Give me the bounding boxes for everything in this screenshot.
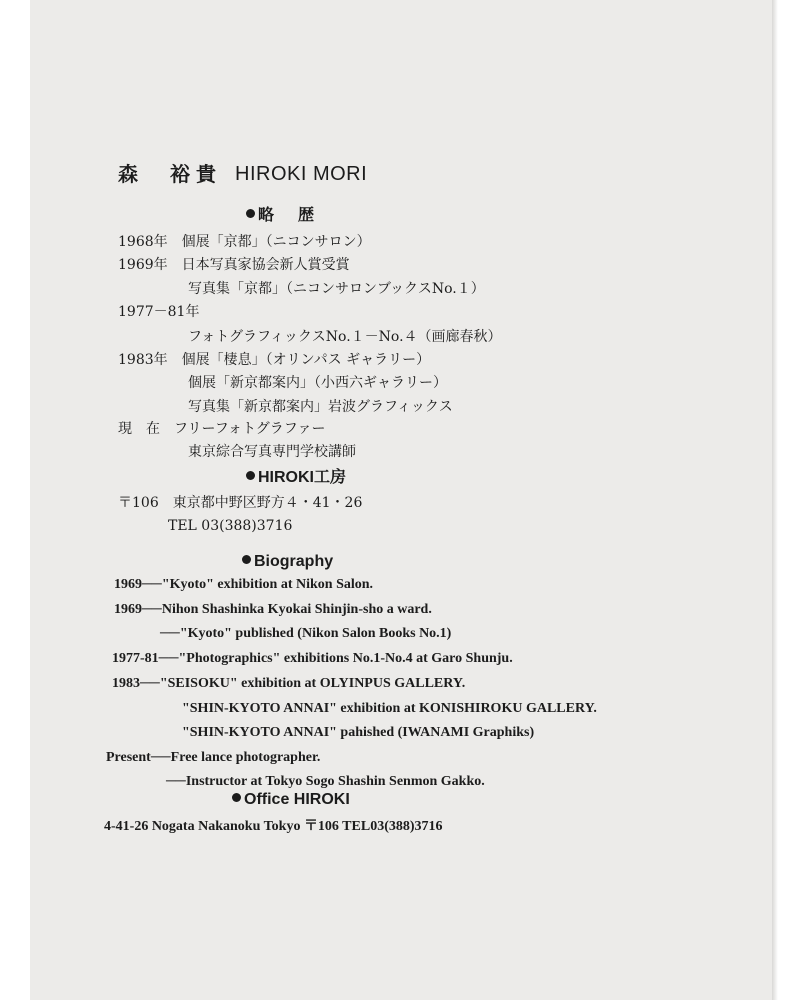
section-heading-ryakureki [246, 207, 318, 223]
ryakureki-line: 写真集「京都」（ニコンサロンブックスNo.１） [188, 281, 485, 297]
page-edge-shadow [772, 0, 778, 1000]
section-heading-label: HIROKI工房 [258, 469, 347, 486]
section-heading-label: Biography [254, 553, 334, 570]
author-name-japanese: 森 裕貴 [118, 162, 222, 186]
ryakureki-line: 東京綜合写真専門学校講師 [188, 444, 356, 460]
ryakureki-line: 1977－81年 [118, 304, 200, 320]
ryakureki-line: 個展「新京都案内」（小西六ギャラリー） [188, 375, 447, 391]
author-name-english: HIROKI MORI [235, 163, 368, 185]
kobo-phone: TEL 03(388)3716 [168, 518, 293, 534]
biography-line: Present──Free lance photographer. [106, 750, 321, 765]
section-heading-kobo [246, 470, 346, 486]
biography-line: 1969──"Kyoto" exhibition at Nikon Salon. [114, 577, 374, 592]
section-heading-label: Office HIROKI [244, 791, 350, 808]
office-address-line: 4-41-26 Nogata Nakanoku Tokyo 〒106 TEL03(388)3716 [104, 819, 443, 834]
biography-line: 1983──"SEISOKU" exhibition at OLYINPUS GALLERY. [112, 676, 466, 691]
ryakureki-line: 1969年 日本写真家協会新人賞受賞 [118, 257, 350, 273]
section-heading-office [232, 792, 350, 808]
bullet-icon [246, 471, 255, 480]
kobo-address: 〒106 東京都中野区野方４・41・26 [118, 495, 363, 511]
ryakureki-line: 1968年 個展「京都」（ニコンサロン） [118, 234, 371, 250]
section-heading-biography [242, 554, 333, 570]
section-heading-label: 略 歴 [258, 205, 319, 224]
ryakureki-line: 1983年 個展「棲息」（オリンパス ギャラリー） [118, 352, 431, 368]
biography-line: ──"Kyoto" published (Nikon Salon Books No.1) [160, 626, 452, 641]
bullet-icon [232, 793, 241, 802]
ryakureki-line: 写真集「新京都案内」岩波グラフィックス [188, 399, 453, 415]
biography-line: ──Instructor at Tokyo Sogo Shashin Senmon Gakko. [166, 774, 485, 789]
biography-line: "SHIN-KYOTO ANNAI" pahished (IWANAMI Graphiks) [182, 725, 535, 740]
ryakureki-line: フォトグラフィックスNo.１－No.４（画廊春秋） [188, 329, 502, 345]
biography-line: 1977-81──"Photographics" exhibitions No.1-No.4 at Garo Shunju. [112, 651, 513, 666]
bullet-icon [246, 209, 255, 218]
bullet-icon [242, 555, 251, 564]
biography-line: "SHIN-KYOTO ANNAI" exhibition at KONISHIROKU GALLERY. [182, 701, 597, 716]
biography-line: 1969──Nihon Shashinka Kyokai Shinjin-sho a ward. [114, 602, 432, 617]
ryakureki-line: 現 在 フリーフォトグラファー [118, 421, 326, 437]
